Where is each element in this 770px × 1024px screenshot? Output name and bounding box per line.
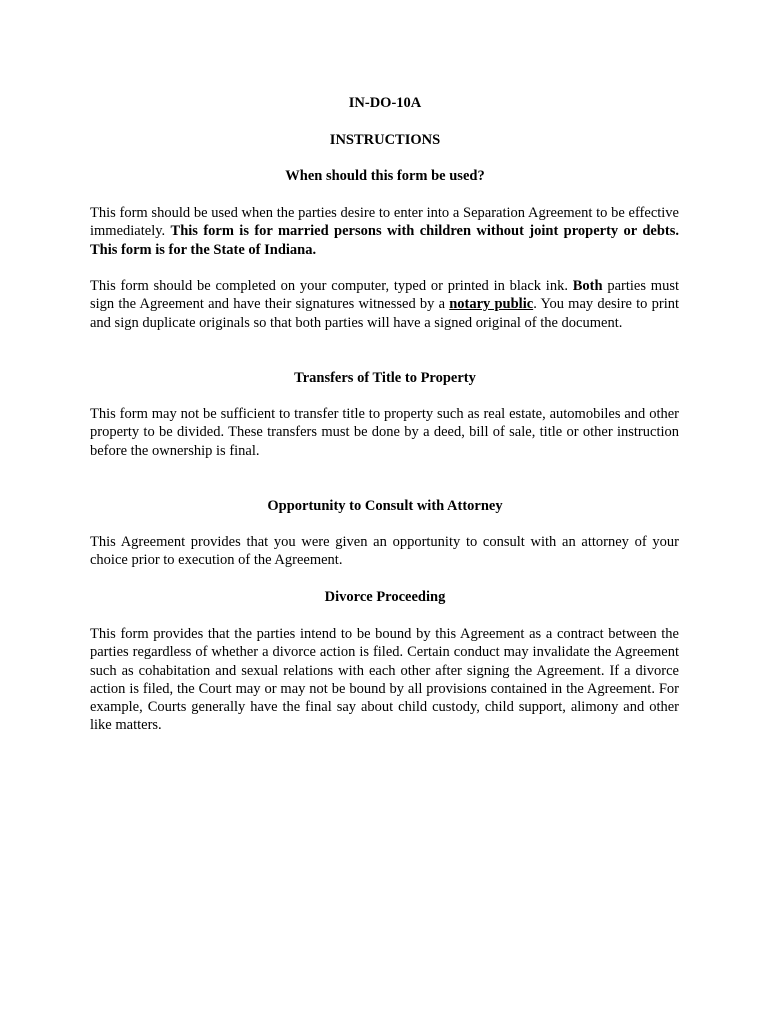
- form-id: IN-DO-10A: [348, 95, 422, 111]
- section-heading-attorney: Opportunity to Consult with Attorney: [267, 498, 503, 514]
- paragraph-completion: [90, 277, 679, 332]
- paragraph-text: parties must sign the Agreement and have their signatures witnessed by a: [90, 278, 679, 313]
- bold-statement: This form is for married persons with children without joint property or debts. This form is for the State of Indiana.: [90, 223, 680, 258]
- section-heading-transfers: Transfers of Title to Property: [294, 370, 476, 386]
- paragraph-text: . You may desire to print and sign duplicate originals so that both parties will have a signed original of the document.: [90, 296, 680, 331]
- paragraph-transfers: This form may not be sufficient to transfer title to property such as real estate, automobiles and other property to be divided. These transfers must be done by a deed, bill of sale, title or other instruction before the ownership is final.: [90, 406, 679, 459]
- paragraph-divorce: This form provides that the parties intend to be bound by this Agreement as a contract between the parties regardless of whether a divorce action is filed. Certain conduct may invalidate the Agreement such as cohabitation and sexual relations with each other after signing the Agreement. If a divorce action is filed, the Court may or may not be bound by all provisions contained in the Agreement. For example, Courts generally have the final say about child custody, child support, alimony and other like matters.: [90, 626, 679, 734]
- section-heading-divorce: Divorce Proceeding: [324, 589, 446, 605]
- notary-public-emphasis: notary public: [449, 296, 534, 313]
- paragraph-attorney: This Agreement provides that you were given an opportunity to consult with an attorney of your choice prior to execution of the Agreement.: [90, 534, 679, 569]
- bold-both: Both: [572, 278, 603, 294]
- paragraph-text: This form should be used when the parties desire to enter into a Separation Agreement to be effective immediately.: [90, 205, 679, 240]
- paragraph-when-usage: [90, 204, 679, 259]
- document-title: INSTRUCTIONS: [329, 132, 441, 148]
- paragraph-text: This form should be completed on your computer, typed or printed in black ink.: [90, 278, 573, 294]
- section-heading-when: When should this form be used?: [285, 168, 485, 184]
